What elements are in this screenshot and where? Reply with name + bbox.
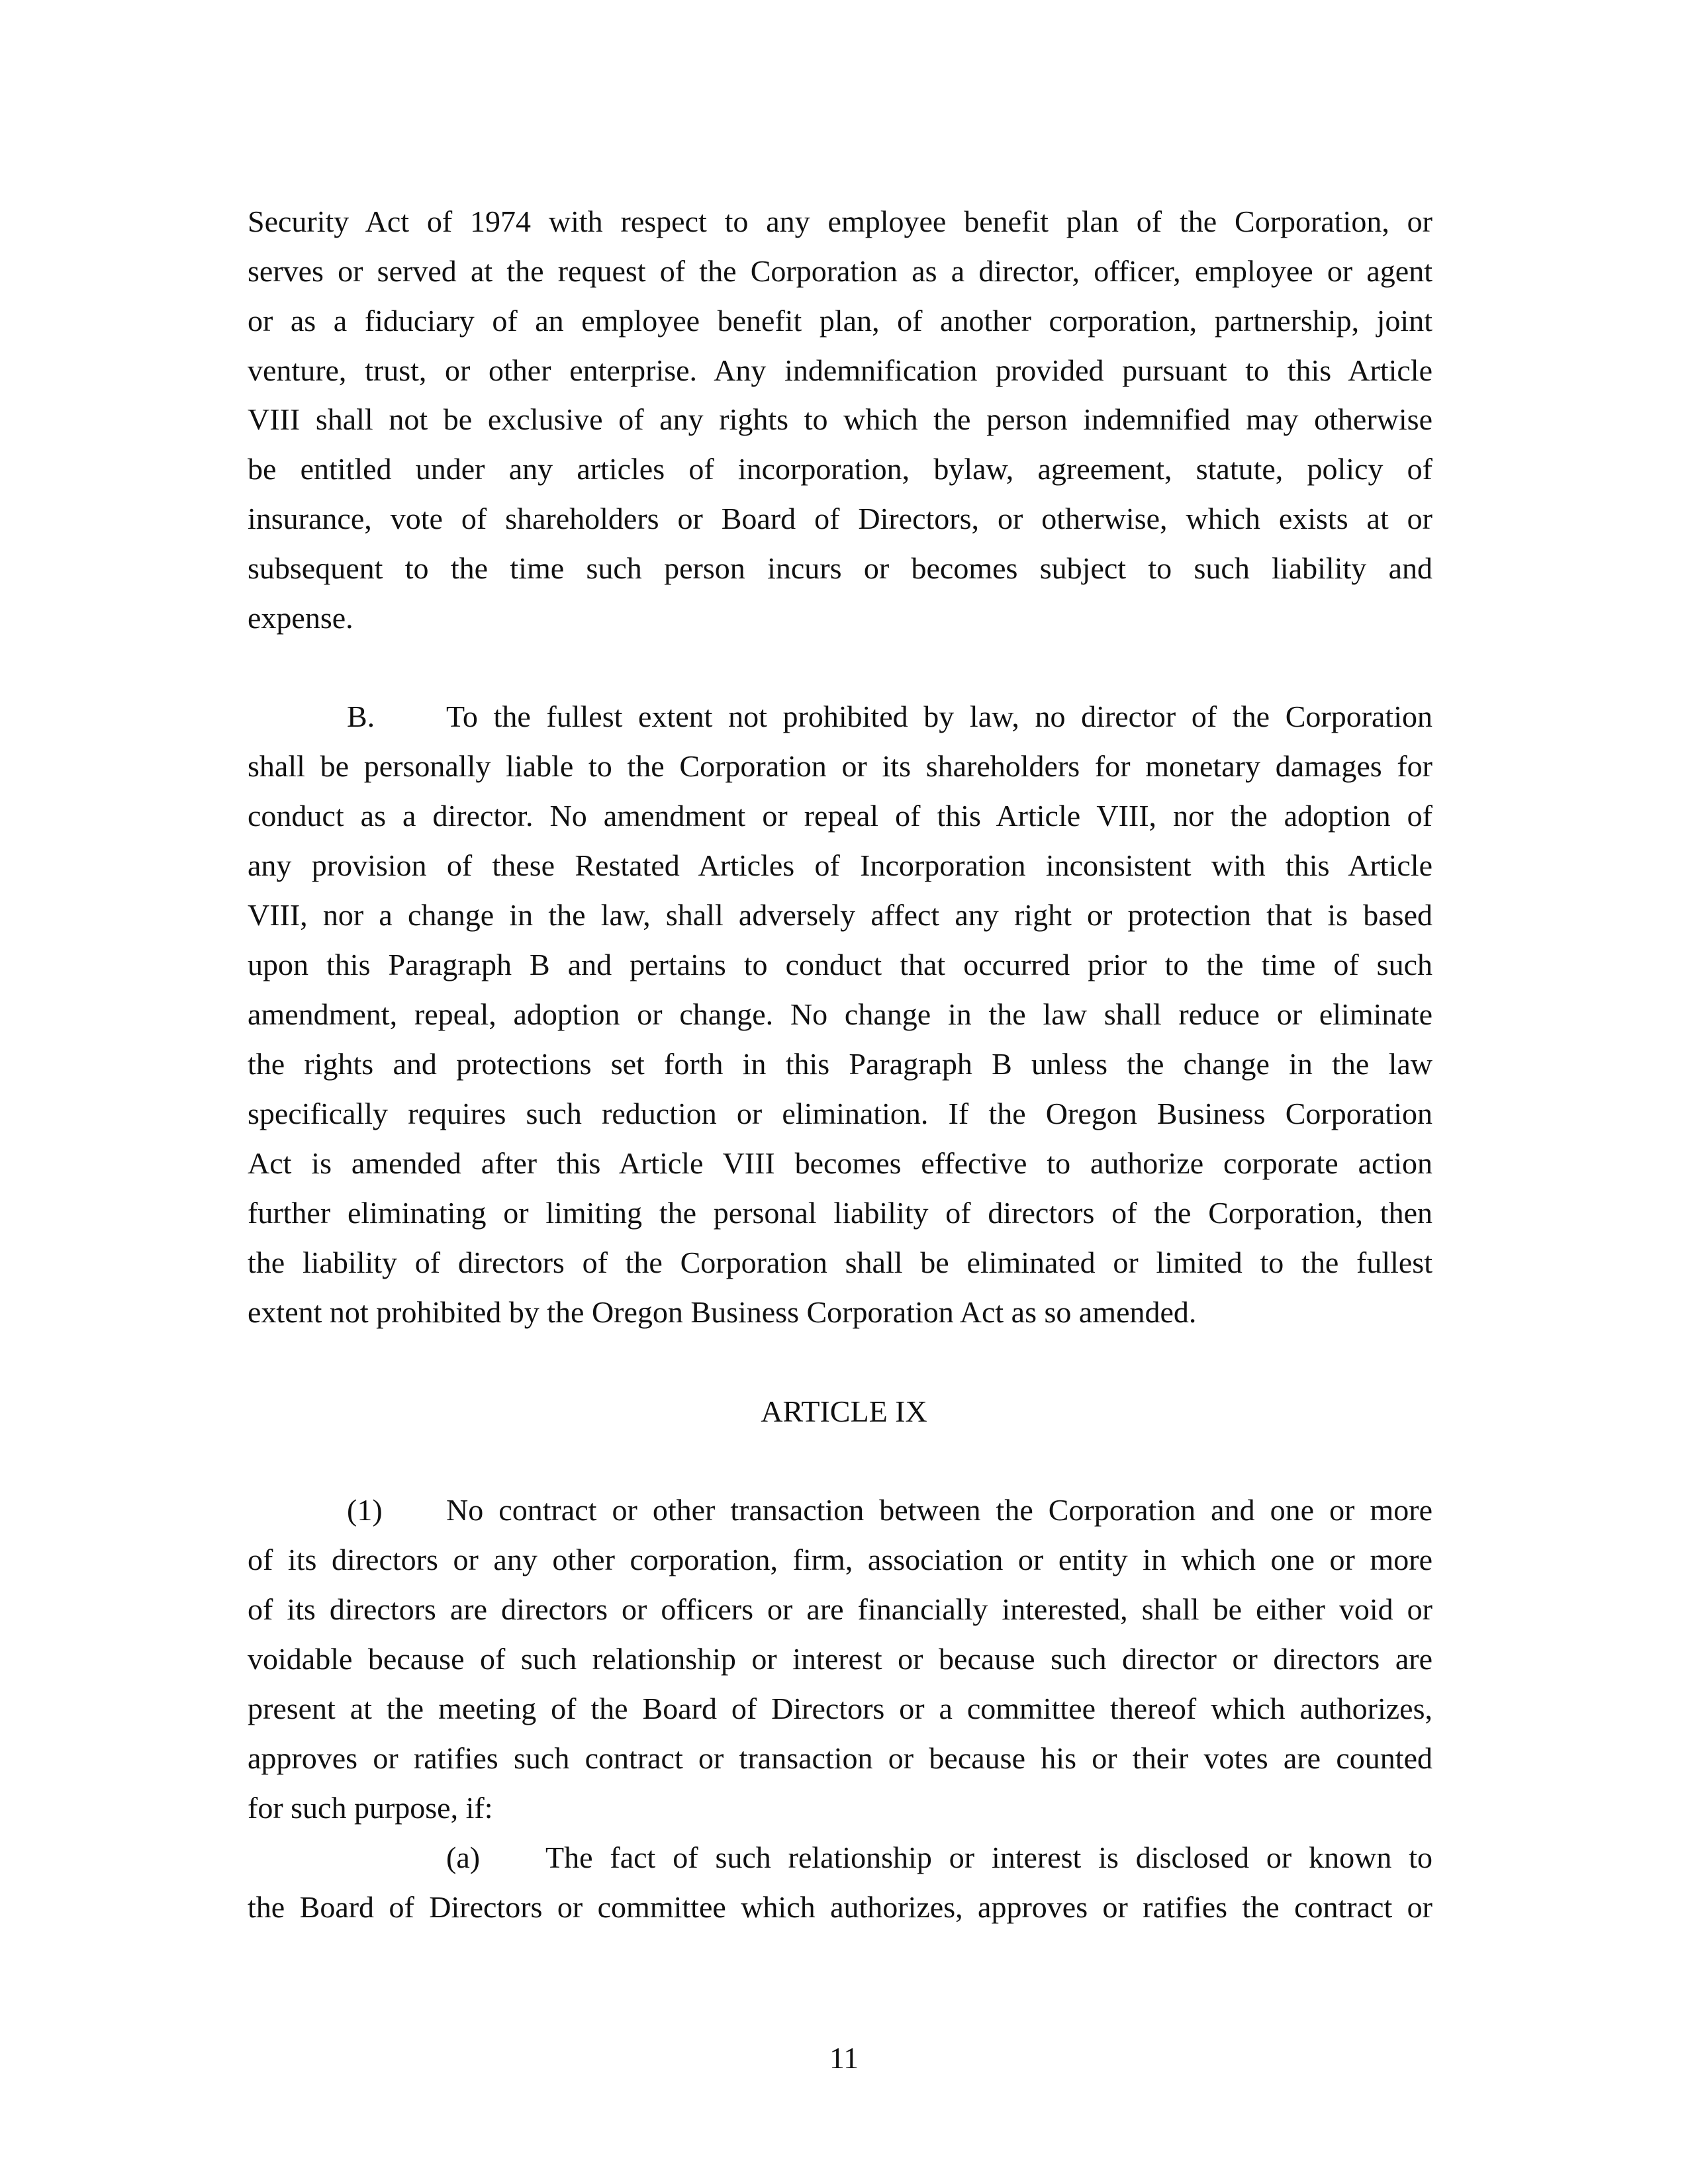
- text-line: VIII shall not be exclusive of any rights to which the person indemnified may otherwise: [248, 402, 1432, 436]
- text-line: present at the meeting of the Board of Directors or a committee thereof which authorizes,: [248, 1692, 1432, 1725]
- text-line: for such purpose, if:: [248, 1791, 493, 1825]
- text-line: extent not prohibited by the Oregon Business Corporation Act as so amended.: [248, 1295, 1197, 1329]
- text-line: To the fullest extent not prohibited by law, no director of the Corporation: [446, 700, 1432, 733]
- text-line: the rights and protections set forth in this Paragraph B unless the change in the law: [248, 1047, 1432, 1081]
- text-line: VIII, nor a change in the law, shall adversely affect any right or protection that is based: [248, 898, 1432, 932]
- text-line: of its directors or any other corporation, firm, association or entity in which one or more: [248, 1543, 1432, 1576]
- text-line: voidable because of such relationship or interest or because such director or directors are: [248, 1642, 1432, 1676]
- paragraph-label: B.: [347, 700, 375, 733]
- text-line: be entitled under any articles of incorporation, bylaw, agreement, statute, policy of: [248, 452, 1432, 486]
- article-heading: ARTICLE IX: [761, 1394, 927, 1428]
- text-line: or as a fiduciary of an employee benefit plan, of another corporation, partnership, joint: [248, 304, 1432, 338]
- text-line: of its directors are directors or officers or are financially interested, shall be either void or: [248, 1592, 1432, 1626]
- text-line: any provision of these Restated Articles of Incorporation inconsistent with this Article: [248, 848, 1432, 882]
- text-line: Security Act of 1974 with respect to any employee benefit plan of the Corporation, or: [248, 205, 1432, 238]
- text-line: amendment, repeal, adoption or change. No change in the law shall reduce or eliminate: [248, 997, 1432, 1031]
- paragraph-label: (a): [446, 1841, 481, 1874]
- page-number: 11: [829, 2041, 859, 2075]
- text-line: The fact of such relationship or interest is disclosed or known to: [545, 1841, 1432, 1874]
- paragraph-label: (1): [347, 1493, 383, 1527]
- text-line: No contract or other transaction between the Corporation and one or more: [446, 1493, 1432, 1527]
- text-line: specifically requires such reduction or elimination. If the Oregon Business Corporation: [248, 1097, 1432, 1130]
- text-line: the liability of directors of the Corporation shall be eliminated or limited to the fullest: [248, 1246, 1432, 1279]
- text-line: the Board of Directors or committee which authorizes, approves or ratifies the contract or: [248, 1890, 1432, 1924]
- text-line: approves or ratifies such contract or transaction or because his or their votes are counted: [248, 1741, 1432, 1775]
- text-line: insurance, vote of shareholders or Board of Directors, or otherwise, which exists at or: [248, 502, 1432, 535]
- text-line: subsequent to the time such person incurs or becomes subject to such liability and: [248, 551, 1432, 585]
- text-line: expense.: [248, 601, 353, 635]
- text-line: shall be personally liable to the Corporation or its shareholders for monetary damages for: [248, 749, 1432, 783]
- text-line: serves or served at the request of the Corporation as a director, officer, employee or agent: [248, 254, 1432, 288]
- text-line: venture, trust, or other enterprise. Any indemnification provided pursuant to this Article: [248, 353, 1432, 387]
- text-line: further eliminating or limiting the personal liability of directors of the Corporation, then: [248, 1196, 1432, 1230]
- text-line: conduct as a director. No amendment or repeal of this Article VIII, nor the adoption of: [248, 799, 1432, 833]
- text-line: upon this Paragraph B and pertains to conduct that occurred prior to the time of such: [248, 948, 1432, 981]
- text-line: Act is amended after this Article VIII becomes effective to authorize corporate action: [248, 1146, 1432, 1180]
